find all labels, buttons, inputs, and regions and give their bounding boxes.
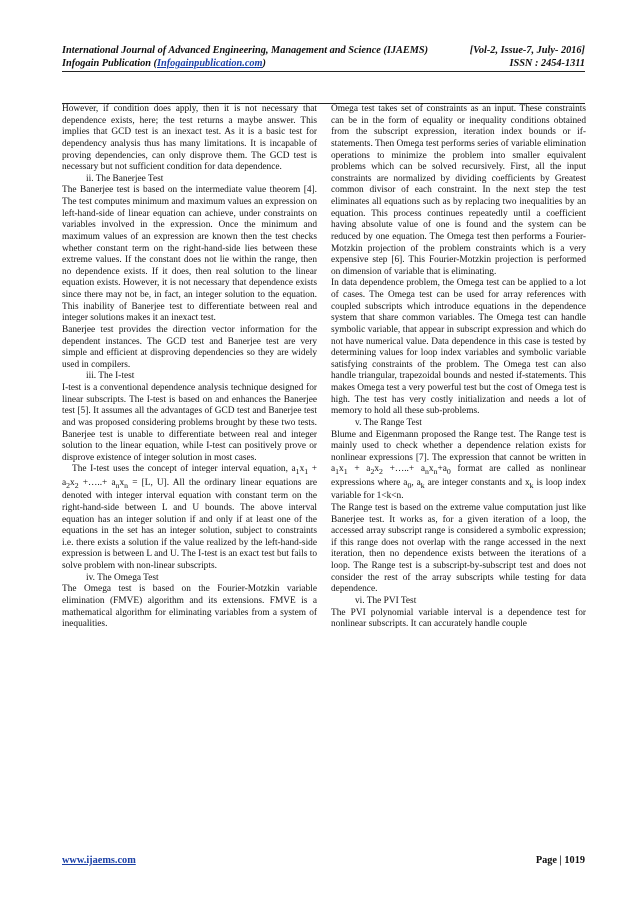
- paragraph-interval-equation: The I-test uses the concept of integer interval equation, $a_1x_1 + a_2x_2$ +…..+ $a_nx_n = [L$, U]. All the ordinary linear equations are denoted with integer interval equation with constant term on the right-hand-side between L and U bounds. The above interval equation has an integer solution if and only if at least one of the equations in the set has an integer solution, subject to constraints i.e. there exists a solution if the value realized by the left-hand-side expression is between L and U. The I-test is an exact test but fails to solve problem with non-linear subscripts.: [62, 464, 318, 572]
- paragraph: The Range test is based on the extreme value computation just like Banerjee test. It works as, for a given iteration of a loop, the accessed array subscript range is considered a symbolic expression; if this range does not overlap with the range accessed in the next iteration, then no dependence exists between the iterations of a loop. The Range test is a subscript-by-subscript test and does not consider the rest of the array subscripts while testing for data dependence.: [331, 502, 586, 595]
- subsection-heading: iv. The Omega Test: [86, 572, 159, 583]
- publisher-link[interactable]: Infogainpublication.com: [156, 58, 263, 69]
- left-column: [62, 104, 317, 631]
- paragraph-nonlinear-expression: Blume and Eigenmann proposed the Range test. The Range test is mainly used to check whether a dependence relation exists for nonlinear expressions [7]. The expression that cannot be written in $a_1x_1 + a_2x_2$ +…..+ $a_nx_n+a_0$ format are called as nonlinear expressions where $a_0$, $a_k$ are integer constants and $x_k$ is loop index variable for 1<k<n.: [331, 429, 587, 502]
- subsection-heading: ii. The Banerjee Test: [86, 173, 164, 184]
- subsection-heading: v. The Range Test: [355, 417, 422, 428]
- subsection-heading: iii. The I-test: [86, 371, 135, 382]
- paragraph: I-test is a conventional dependence analysis technique designed for linear subscripts. The I-test is based on and enhances the Banerjee test [5]. It assumes all the advantages of GCD test and Banerjee test and was proposed considering problems brought by these two tests. Banerjee test is unable to differentiate between real and integer solution to the linear equation, while I-test can positively prove or disprove existence of integer solution in most cases.: [62, 383, 317, 463]
- paragraph: The Banerjee test is based on the intermediate value theorem [4]. The test computes minimum and maximum values an expression on left-hand-side of linear equation can achieve, under constraints on variables involved in the expression. Once the minimum and maximum values of an expression are known then the test checks whether constant term on the right-hand-side lies between these extreme values. If the constant does not lie within the range, then no dependence exists. If it does, then real solution to the linear equation exists. However, it is not necessary that dependence exists since there may not be, in fact, an integer solution to the equation. This inability of Banerjee test to differentiate between real and integer solutions makes it an inexact test.: [62, 185, 317, 324]
- paragraph: The PVI polynomial variable interval is a dependence test for nonlinear subscripts. It can accurately handle couple: [331, 607, 586, 630]
- subsection-heading: vi. The PVI Test: [355, 595, 417, 606]
- page-footer: [62, 855, 585, 866]
- paragraph: In data dependence problem, the Omega test can be applied to a lot of cases. The Omega test can be used for array references with coupled subscripts which introduce equations in the dependence system that share common variables. The Omega test can handle symbolic variable, that appear in subscript expression and which do not have numerical value. Data dependence in this case is tested by determining values for loop index variables and symbolic variable satisfying constraints of the problem. The Omega test can also handle triangular, trapezoidal bounds and nested if-statements. This makes Omega test a very powerful test but the cost of Omega test is high. The test has very costly initialization and needs a lot of memory to hold all these sub-problems.: [331, 278, 586, 417]
- paragraph: However, if condition does apply, then it is not necessary that dependence exists, here; the test returns a maybe answer. This implies that GCD test is an inexact test. As it is a basic test for dependency analysis thus has many limitations. It is incapable of proving dependencies, can only disprove them. The GCD test is necessary but not sufficient condition for data dependence.: [62, 104, 317, 173]
- paragraph: Banerjee test provides the direction vector information for the dependent instances. The GCD test and Banerjee test are very simple and efficient at disproving dependencies so they are widely used in compilers.: [62, 324, 317, 370]
- journal-url-link[interactable]: www.ijaems.com: [62, 855, 136, 866]
- page-number: Page | 1019: [535, 855, 585, 866]
- page-header: [62, 44, 585, 70]
- publisher: Infogain Publication (Infogainpublication.com): [62, 58, 266, 69]
- header-rule: [62, 71, 585, 72]
- issn: ISSN : 2454-1311: [509, 58, 585, 69]
- journal-title: International Journal of Advanced Engineering, Management and Science (IJAEMS): [62, 45, 429, 56]
- right-column: [331, 104, 586, 631]
- volume-info: [Vol-2, Issue-7, July- 2016]: [469, 45, 585, 56]
- paragraph: The Omega test is based on the Fourier-Motzkin variable elimination (FMVE) algorithm and its extensions. FMVE is a mathematical algorithm for eliminating variables from a system of inequalities.: [62, 584, 317, 630]
- paragraph: Omega test takes set of constraints as an input. These constraints can be in the form of equality or inequality conditions obtained from the subscript expression, iteration index bounds or if-statements. Then Omega test performs series of variable elimination operations to minimize the problem into smaller equivalent problems which can be solved recursively. First, all the input constraints are normalized by dividing coefficients by Greatest common divisor of each constraint. In the next step the test eliminates all equations such as by replacing two inequalities by an equation. This process continues repeatedly until a coefficient having absolute value of one is found and the system can be reduced by one equation. The Omega test then performs a Fourier-Motzkin projection of the problem constraints which is a very expensive step [6]. This Fourier-Motzkin projection is performed on dimension of variable that is eliminating.: [331, 104, 586, 277]
